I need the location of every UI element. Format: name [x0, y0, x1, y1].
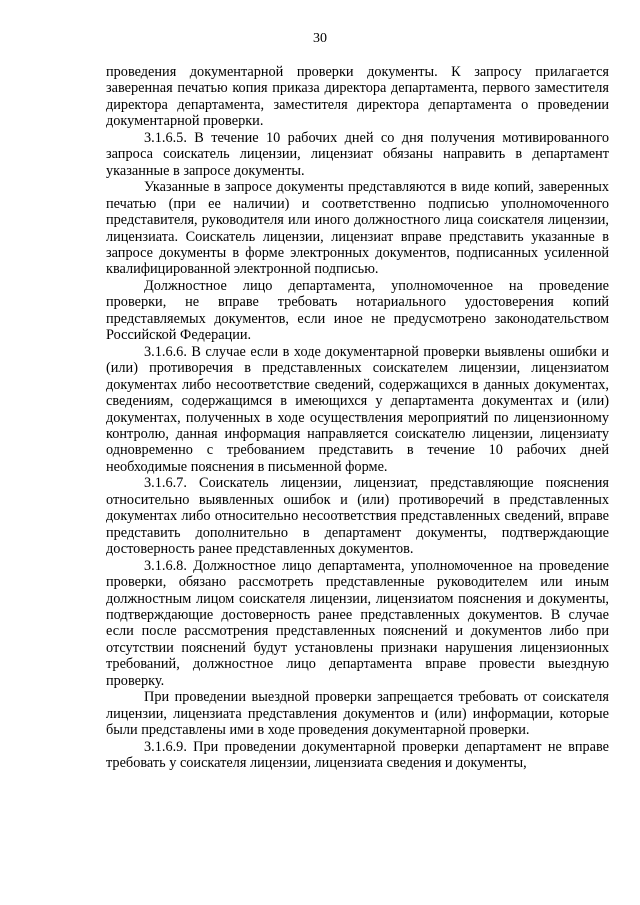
paragraph: 3.1.6.5. В течение 10 рабочих дней со дня получения мотивированного запроса соискатель лицензии, лицензиат обязаны направить в департамент указанные в запросе документы.: [106, 129, 609, 179]
paragraph: Указанные в запросе документы представляются в виде копий, заверенных печатью (при ее наличии) и соответственно подписью уполномоченного представителя, руководителя или иного должностного лица соискателя лицензии, лицензиата. Соискатель лицензии, лицензиат вправе представить указанные в запросе документы в форме электронных документов, подписанных усиленной квалифицированной электронной подписью.: [106, 179, 609, 278]
page-number: 30: [313, 31, 327, 46]
paragraph: 3.1.6.6. В случае если в ходе документарной проверки выявлены ошибки и (или) противоречия в представленных соискателем лицензии, лицензиатом документах либо несоответствие сведений, содержащихся в данных документах, сведениям, содержащимся в имеющихся у департамента документах и (или) документах, полученных в ходе осуществления мероприятий по лицензионному контролю, данная информация направляется соискателю лицензии, лицензиату одновременно с требованием представить в течение 10 рабочих дней необходимые пояснения в письменной форме.: [106, 343, 609, 475]
paragraph: проведения документарной проверки документы. К запросу прилагается заверенная печатью копия приказа директора департамента, первого заместителя директора департамента, заместителя директора департамента о проведении документарной проверки.: [106, 64, 609, 130]
paragraph: 3.1.6.9. При проведении документарной проверки департамент не вправе требовать у соискателя лицензии, лицензиата сведения и документы,: [106, 738, 609, 772]
paragraph: 3.1.6.7. Соискатель лицензии, лицензиат, представляющие пояснения относительно выявленных ошибок и (или) противоречий в представленных документах либо относительно несоответствия представленных сведений, вправе представить дополнительно в департамент документы, подтверждающие достоверность ранее представленных документов.: [106, 475, 609, 558]
body-text: [106, 64, 609, 771]
paragraph: При проведении выездной проверки запрещается требовать от соискателя лицензии, лицензиата представления документов и (или) информации, которые были представлены ими в ходе проведения документарной проверки.: [106, 689, 609, 739]
paragraph: 3.1.6.8. Должностное лицо департамента, уполномоченное на проведение проверки, обязано рассмотреть представленные руководителем или иным должностным лицом соискателя лицензии, лицензиатом пояснения и документы, подтверждающие достоверность ранее представленных документов. В случае если после рассмотрения представленных пояснений и документов либо при отсутствии пояснений будут установлены признаки нарушения лицензионных требований, должностное лицо департамента вправе провести выездную проверку.: [106, 557, 609, 689]
paragraph: Должностное лицо департамента, уполномоченное на проведение проверки, не вправе требовать нотариального удостоверения копий представляемых документов, если иное не предусмотрено законодательством Российской Федерации.: [106, 277, 609, 344]
